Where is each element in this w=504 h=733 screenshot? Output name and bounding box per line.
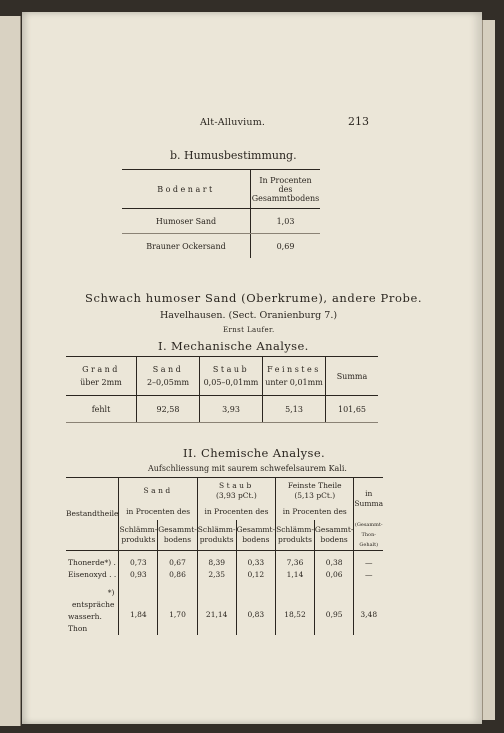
page-number: 213 xyxy=(348,115,369,128)
cell: 3,48 xyxy=(360,610,378,619)
cell-summa: 101,65 xyxy=(326,396,379,423)
row-value: 0,69 xyxy=(276,241,295,251)
header-staub xyxy=(197,478,275,505)
mechanical-analysis-table xyxy=(66,356,378,423)
heading-chemische: II. Chemische Analyse. xyxy=(183,446,326,460)
header-line: Feinste Theile xyxy=(287,481,342,490)
heading-mechanische: I. Mechanische Analyse. xyxy=(158,339,309,353)
header-line: (5,13 pCt.) xyxy=(294,491,336,500)
header-line: bodens xyxy=(242,535,270,544)
cell: 8,39 xyxy=(197,551,236,570)
header-line: Gehalt) xyxy=(359,542,379,548)
cell-staub: 3,93 xyxy=(200,396,263,423)
cell: 1,14 xyxy=(276,569,315,581)
sample-title: Schwach humoser Sand (Oberkrume), andere Probe. xyxy=(85,291,423,305)
header-line: des xyxy=(278,184,293,194)
cell: — xyxy=(365,558,373,567)
row-name: Brauner Ockersand xyxy=(122,234,251,259)
cell: 0,73 xyxy=(119,551,158,570)
row-name-line: *) entspräche xyxy=(71,588,115,609)
header-line: Gesammt- xyxy=(158,525,197,534)
cell: 1,70 xyxy=(158,581,198,635)
cell: 0,33 xyxy=(236,551,276,570)
humus-table xyxy=(122,169,320,258)
header-line: Staub xyxy=(219,481,254,490)
header-line: produkts xyxy=(278,535,312,544)
cell-sand: 92,58 xyxy=(137,396,200,423)
header-line: unter 0,01mm xyxy=(265,378,323,387)
page-stack-edge xyxy=(482,20,495,720)
header-line: produkts xyxy=(199,535,234,544)
header-line: Gesammt- xyxy=(236,525,276,534)
header-line: Thon- xyxy=(361,532,376,538)
header-line: Staub xyxy=(212,365,250,374)
header-schlamm xyxy=(119,520,158,551)
header-line: 0,05–0,01mm xyxy=(203,378,259,387)
header-line: (3,93 pCt.) xyxy=(215,491,257,500)
header-line: Feinstes xyxy=(267,365,321,374)
row-name-line: wasserh. Thon xyxy=(68,612,102,633)
cell: 0,95 xyxy=(314,581,354,635)
cell: 1,84 xyxy=(119,581,158,635)
header-line: Schlämm- xyxy=(119,525,158,534)
cell: 7,36 xyxy=(276,551,315,570)
table-row xyxy=(122,209,320,234)
header-staub xyxy=(200,357,263,396)
header-sand: Sand xyxy=(119,478,197,505)
cell: 0,83 xyxy=(236,581,276,635)
previous-page-edge xyxy=(0,16,21,726)
cell: 0,06 xyxy=(314,569,354,581)
header-gesammt-thon xyxy=(354,520,383,551)
cell-feinstes: 5,13 xyxy=(263,396,326,423)
header-bestandtheile: Bestandtheile xyxy=(66,478,119,551)
header-schlamm xyxy=(276,520,315,551)
header-line: Schlämm- xyxy=(197,525,236,534)
running-head: Alt-Alluvium. xyxy=(200,117,266,128)
header-line: Grand xyxy=(82,365,120,374)
header-in-procenten: in Procenten des xyxy=(197,504,275,520)
header-bodenart: Bodenart xyxy=(122,170,251,209)
header-line: (Gesammt- xyxy=(354,522,383,528)
subheading-aufschliessung: Aufschliessung mit saurem schwefelsaurem Kali. xyxy=(148,464,347,473)
cell: 21,14 xyxy=(197,581,236,635)
cell: 0,12 xyxy=(236,569,276,581)
header-line: über 2mm xyxy=(80,378,122,387)
header-in-procenten: in Procenten des xyxy=(276,504,354,520)
header-line: bodens xyxy=(163,535,192,544)
header-schlamm xyxy=(197,520,236,551)
header-line: In Procenten xyxy=(259,175,312,185)
row-value: 1,03 xyxy=(251,209,321,234)
table-row xyxy=(66,396,378,423)
table-row xyxy=(66,569,383,581)
header-gesammt xyxy=(236,520,276,551)
table-row xyxy=(66,581,383,635)
cell: — xyxy=(365,570,373,579)
row-name: Eisenoxyd . . xyxy=(66,569,119,581)
header-line: Gesammt- xyxy=(314,525,354,534)
cell-grand: fehlt xyxy=(66,396,137,423)
header-summa: Summa xyxy=(326,357,379,396)
cell: 2,35 xyxy=(197,569,236,581)
header-grand xyxy=(66,357,137,396)
header-line: bodens xyxy=(320,535,348,544)
cell: 0,67 xyxy=(158,551,198,570)
sample-location: Havelhausen. (Sect. Oranienburg 7.) xyxy=(160,310,338,321)
header-in-procenten: in Procenten des xyxy=(119,504,197,520)
header-line: Sand xyxy=(152,365,184,374)
section-title-humus: b. Humusbestimmung. xyxy=(170,149,297,162)
table-row xyxy=(122,234,320,259)
header-gesammt xyxy=(314,520,354,551)
author-name: Ernst Laufer. xyxy=(223,326,275,334)
cell: 0,86 xyxy=(158,569,198,581)
cell: 18,52 xyxy=(276,581,315,635)
table-row xyxy=(66,551,383,570)
header-gesammt xyxy=(158,520,198,551)
header-feinstes xyxy=(263,357,326,396)
row-name: Thonerde*) . xyxy=(66,551,119,570)
cell: 0,38 xyxy=(314,551,354,570)
row-name xyxy=(66,581,119,635)
header-summa: in Summa xyxy=(354,478,383,521)
header-line: Gesammtbodens xyxy=(251,193,320,203)
chemical-analysis-table xyxy=(66,477,383,635)
row-name: Humoser Sand xyxy=(122,209,251,234)
header-line: produkts xyxy=(121,535,156,544)
cell: 0,93 xyxy=(119,569,158,581)
header-line: Schlämm- xyxy=(276,525,314,534)
header-feinste xyxy=(276,478,354,505)
header-line: 2–0,05mm xyxy=(146,378,190,387)
header-sand xyxy=(137,357,200,396)
header-procent xyxy=(251,170,321,209)
